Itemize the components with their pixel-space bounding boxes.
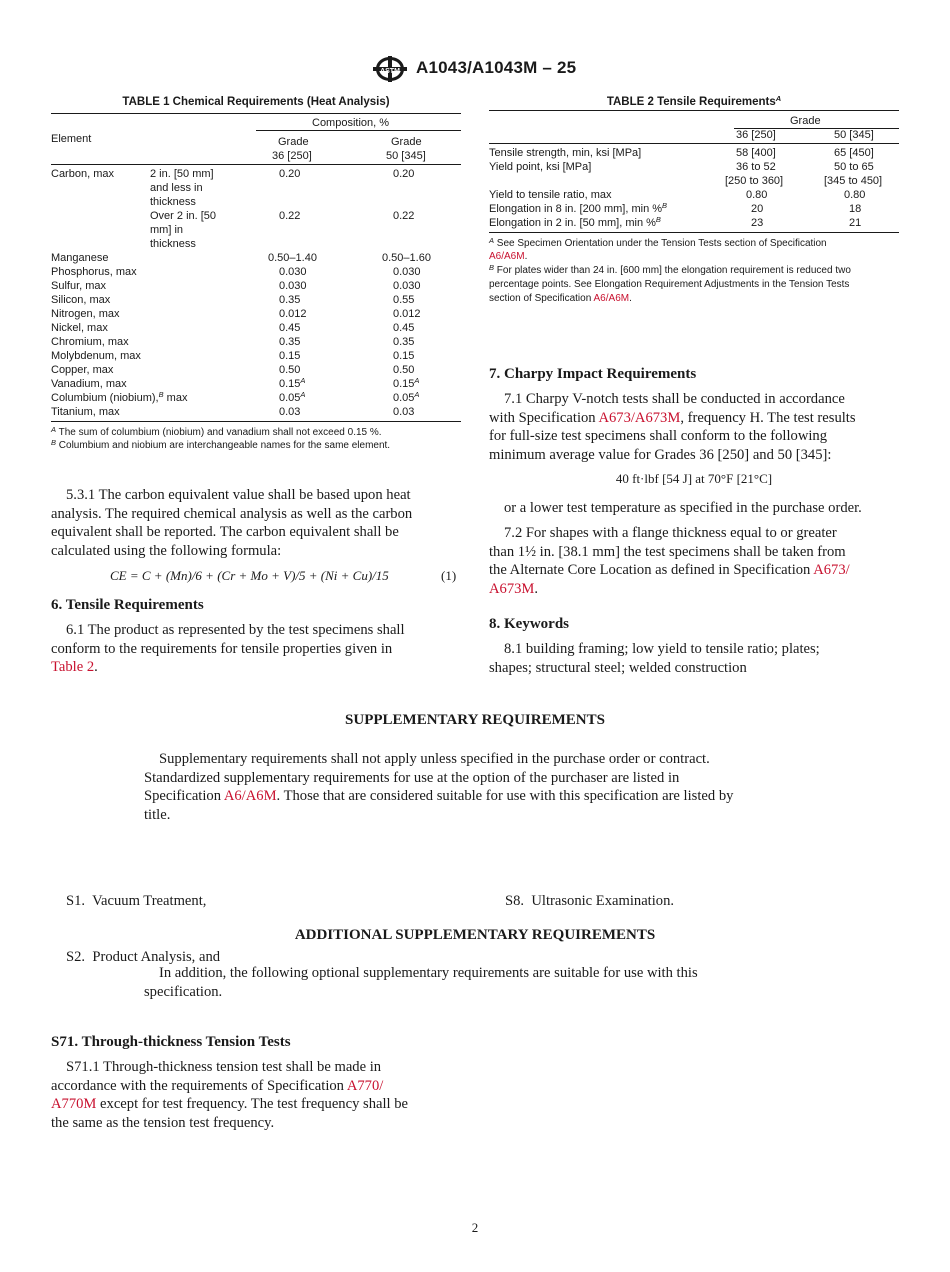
astm-logo-icon: [372, 56, 408, 82]
text-line: Supplementary requirements shall not apply unless specified in the purchase order or contract.: [159, 751, 710, 767]
carbon-sub2-line2: mm] in: [150, 224, 183, 236]
table-1-footnote-b: $^B$ Columbium and niobium are interchangeable names for the same element.: [51, 438, 391, 451]
text-line: equivalent shall be reported. The carbon equivalent shall be: [51, 524, 399, 541]
table-2-footnote-b-line3: section of Specification A6/A6M.: [489, 293, 632, 304]
text-line: shapes; structural steel; welded construction: [489, 659, 747, 676]
additional-supplementary-heading: ADDITIONAL SUPPLEMENTARY REQUIREMENTS: [294, 927, 656, 943]
row-grade50: 0.35: [393, 336, 415, 348]
carbon-sub1-line2: and less in: [150, 182, 203, 194]
carbon-sub1-grade36: 0.20: [279, 168, 301, 180]
link-a673-a673m[interactable]: A673/A673M: [598, 409, 681, 426]
header-grade50: 50 [345]: [834, 129, 874, 141]
rule: [489, 143, 899, 144]
page-number: 2: [471, 1220, 479, 1235]
section-7-heading: 7. Charpy Impact Requirements: [489, 366, 697, 382]
table-2-footnote-b-line2: percentage points. See Elongation Requirement Adjustments in the Tension Tests: [489, 279, 850, 290]
elongation-8in-grade36: 20: [751, 203, 764, 215]
tensile-strength-grade50: 65 [450]: [834, 147, 874, 159]
vanadium-label: Vanadium, max: [51, 378, 127, 390]
supplementary-heading: SUPPLEMENTARY REQUIREMENTS: [345, 712, 605, 728]
table-2-footnote-a-link: A6/A6M.: [489, 251, 528, 262]
yield-tensile-ratio-grade36: 0.80: [746, 189, 768, 201]
link-table-2[interactable]: Table 2: [51, 659, 95, 676]
list-item: S1. Vacuum Treatment,: [66, 893, 207, 910]
row-grade50: 0.15: [393, 350, 415, 362]
supplementary-text: [144, 750, 806, 824]
table-1-footnote-a: $^A$ The sum of columbium (niobium) and vanadium shall not exceed 0.15 %.: [51, 425, 382, 438]
header-grade36: 36 [250]: [736, 129, 776, 141]
carbon-sub1-grade50: 0.20: [393, 168, 415, 180]
yield-point-grade50-si: [345 to 450]: [824, 175, 883, 187]
section-8-heading: 8. Keywords: [489, 616, 569, 632]
list-item: S8. Ultrasonic Examination.: [505, 893, 675, 910]
elongation-2in-grade36: 23: [751, 217, 764, 229]
table-2-footnote-a: $^A$ See Specimen Orientation under the Tension Tests section of Specification: [489, 236, 827, 249]
header-grade36-b: 36 [250]: [272, 150, 312, 162]
elongation-8in-label: Elongation in 8 in. [200 mm], min %$^B$: [489, 201, 668, 215]
row-grade36: 0.012: [279, 308, 307, 320]
section-6-1: [51, 621, 461, 677]
text-line: S71.1 Through-thickness tension test shall be made in: [66, 1059, 382, 1075]
text-line: Standardized supplementary requirements for use at the option of the purchaser are listed in: [144, 769, 680, 786]
row-grade36: 0.35: [279, 294, 301, 306]
carbon-sub1-line3: thickness: [150, 196, 196, 208]
charpy-value: 40 ft·lbf [54 J] at 70°F [21°C]: [615, 471, 773, 486]
row-label: Nickel, max: [51, 322, 108, 334]
text-line: calculated using the following formula:: [51, 542, 282, 559]
text-line: for full-size test specimens shall conform to the following: [489, 428, 828, 445]
row-grade50: 0.55: [393, 294, 415, 306]
table-1-chemical-requirements: [51, 94, 461, 451]
yield-point-grade50: 50 to 65: [834, 161, 874, 173]
s71-1: [51, 1058, 461, 1132]
row-grade36: 0.50–1.40: [268, 252, 317, 264]
text-line: 8.1 building framing; low yield to tensile ratio; plates;: [504, 641, 820, 657]
yield-tensile-ratio-label: Yield to tensile ratio, max: [489, 189, 612, 201]
text-line: accordance with the requirements of Specification A770/: [51, 1077, 384, 1094]
document-id: A1043/A1043M – 25: [416, 58, 577, 77]
link-a770m[interactable]: A770M: [51, 1096, 97, 1113]
row-label: Nitrogen, max: [51, 308, 120, 320]
carbon-sub2-grade50: 0.22: [393, 210, 415, 222]
row-grade36: 0.45: [279, 322, 301, 334]
text-line: with Specification A673/A673M, frequency H. The test results: [489, 409, 856, 426]
link-a673m[interactable]: A673M: [489, 580, 535, 597]
rule: [489, 232, 899, 233]
link-a6-a6m[interactable]: A6/A6M: [593, 293, 630, 304]
row-label: Copper, max: [51, 364, 114, 376]
titanium-label: Titanium, max: [51, 406, 120, 418]
text-line: A770M except for test frequency. The test frequency shall be: [51, 1096, 409, 1113]
text-line: minimum average value for Grades 36 [250] and 50 [345]:: [489, 446, 832, 463]
additional-supplementary-text: [144, 964, 806, 1001]
text-line: title.: [144, 806, 171, 823]
carbon-sub2-grade36: 0.22: [279, 210, 301, 222]
row-label: Chromium, max: [51, 336, 129, 348]
columbium-label: Columbium (niobium),$^B$ max: [51, 390, 188, 404]
titanium-grade36: 0.03: [279, 406, 301, 418]
row-label: Phosphorus, max: [51, 266, 137, 278]
logo-text: ASTM: [380, 68, 400, 75]
yield-point-grade36-si: [250 to 360]: [725, 175, 784, 187]
titanium-grade50: 0.03: [393, 406, 415, 418]
s71-heading: S71. Through-thickness Tension Tests: [51, 1034, 291, 1050]
header-composition: Composition, %: [312, 117, 390, 129]
text-line: 5.3.1 The carbon equivalent value shall be based upon heat: [66, 487, 411, 503]
page-header: [0, 56, 950, 82]
header-grade: Grade: [790, 115, 821, 127]
row-grade36: 0.030: [279, 280, 307, 292]
row-grade36: 0.15: [279, 350, 301, 362]
text-line: Table 2.: [51, 659, 98, 676]
tensile-strength-grade36: 58 [400]: [736, 147, 776, 159]
text-line: Specification A6/A6M. Those that are considered suitable for use with this specification are listed by: [144, 788, 734, 805]
rule: [489, 110, 899, 111]
row-grade50: 0.50–1.60: [382, 252, 431, 264]
row-label: Manganese: [51, 252, 109, 264]
row-label: Molybdenum, max: [51, 350, 141, 362]
yield-point-label: Yield point, ksi [MPa]: [489, 161, 592, 173]
text-line: the same as the tension test frequency.: [51, 1114, 275, 1131]
elongation-8in-grade50: 18: [849, 203, 862, 215]
row-label: Silicon, max: [51, 294, 111, 306]
text-line: than 1½ in. [38.1 mm] the test specimens shall be taken from: [489, 543, 846, 560]
section-8-1: [489, 640, 899, 677]
section-7-1: [489, 390, 899, 464]
section-5-3-1: [51, 486, 461, 560]
columbium-grade36: $0.05^A$: [279, 390, 306, 404]
text-line: In addition, the following optional supplementary requirements are suitable for use with this: [159, 965, 698, 981]
list-item: S2. Product Analysis, and: [66, 948, 221, 965]
elongation-2in-grade50: 21: [849, 217, 862, 229]
link-a770[interactable]: A770/: [346, 1077, 384, 1094]
equation-number: (1): [441, 568, 457, 583]
supplementary-list-right: [505, 855, 674, 929]
row-grade50: 0.030: [393, 280, 421, 292]
carbon-sub2-line3: thickness: [150, 238, 196, 250]
row-grade50: 0.030: [393, 266, 421, 278]
header-element: Element: [51, 133, 92, 145]
row-label: Sulfur, max: [51, 280, 107, 292]
text-line: or a lower test temperature as specified in the purchase order.: [504, 500, 862, 516]
text-line: the Alternate Core Location as defined in Specification A673/: [489, 562, 850, 579]
text-line: 7.2 For shapes with a flange thickness equal to or greater: [504, 525, 837, 541]
link-a673[interactable]: A673/: [813, 562, 850, 579]
header-grade50-a: Grade: [391, 136, 422, 148]
text-line: 7.1 Charpy V-notch tests shall be conducted in accordance: [504, 391, 845, 407]
rule: [256, 130, 461, 131]
rule: [51, 113, 461, 114]
elongation-2in-label: Elongation in 2 in. [50 mm], min %$^B$: [489, 215, 661, 229]
row-grade50: 0.50: [393, 364, 415, 376]
tensile-strength-label: Tensile strength, min, ksi [MPa]: [489, 147, 642, 159]
text-line: conform to the requirements for tensile properties given in: [51, 640, 393, 657]
carbon-equivalent-formula: CE = C + (Mn)/6 + (Cr + Mo + V)/5 + (Ni + Cu)/15: [110, 568, 389, 583]
table-2-footnote-b-line1: $^B$ For plates wider than 24 in. [600 mm] the elongation requirement is reduced two: [489, 263, 851, 276]
carbon-label: Carbon, max: [51, 168, 114, 180]
columbium-grade50: $0.05^A$: [393, 390, 420, 404]
section-7-1-after: [489, 499, 899, 518]
row-grade36: 0.35: [279, 336, 301, 348]
rule: [51, 164, 461, 165]
header-grade36-a: Grade: [278, 136, 309, 148]
vanadium-grade50: $0.15^A$: [393, 376, 420, 390]
row-grade36: 0.030: [279, 266, 307, 278]
yield-point-grade36: 36 to 52: [736, 161, 776, 173]
text-line: 6.1 The product as represented by the test specimens shall: [66, 622, 405, 638]
table-1-caption: TABLE 1 Chemical Requirements (Heat Analysis): [122, 96, 390, 108]
row-grade50: 0.45: [393, 322, 415, 334]
table-2-tensile-requirements: [489, 94, 899, 304]
section-7-2: [489, 524, 899, 598]
row-grade50: 0.012: [393, 308, 421, 320]
link-a6-a6m[interactable]: A6/A6M: [489, 251, 525, 262]
header-grade50-b: 50 [345]: [386, 150, 426, 162]
rule: [51, 421, 461, 422]
carbon-sub2-line1: Over 2 in. [50: [150, 210, 217, 222]
text-line: analysis. The required chemical analysis as well as the carbon: [51, 505, 413, 522]
vanadium-grade36: $0.15^A$: [279, 376, 306, 390]
carbon-sub1-line1: 2 in. [50 mm]: [150, 168, 214, 180]
text-line: specification.: [144, 983, 223, 1000]
link-a6-a6m[interactable]: A6/A6M: [223, 788, 277, 805]
text-line: A673M.: [489, 580, 539, 597]
section-6-heading: 6. Tensile Requirements: [51, 597, 204, 613]
yield-tensile-ratio-grade50: 0.80: [844, 189, 866, 201]
table-2-caption: TABLE 2 Tensile Requirements$^A$: [606, 94, 782, 108]
row-grade36: 0.50: [279, 364, 301, 376]
